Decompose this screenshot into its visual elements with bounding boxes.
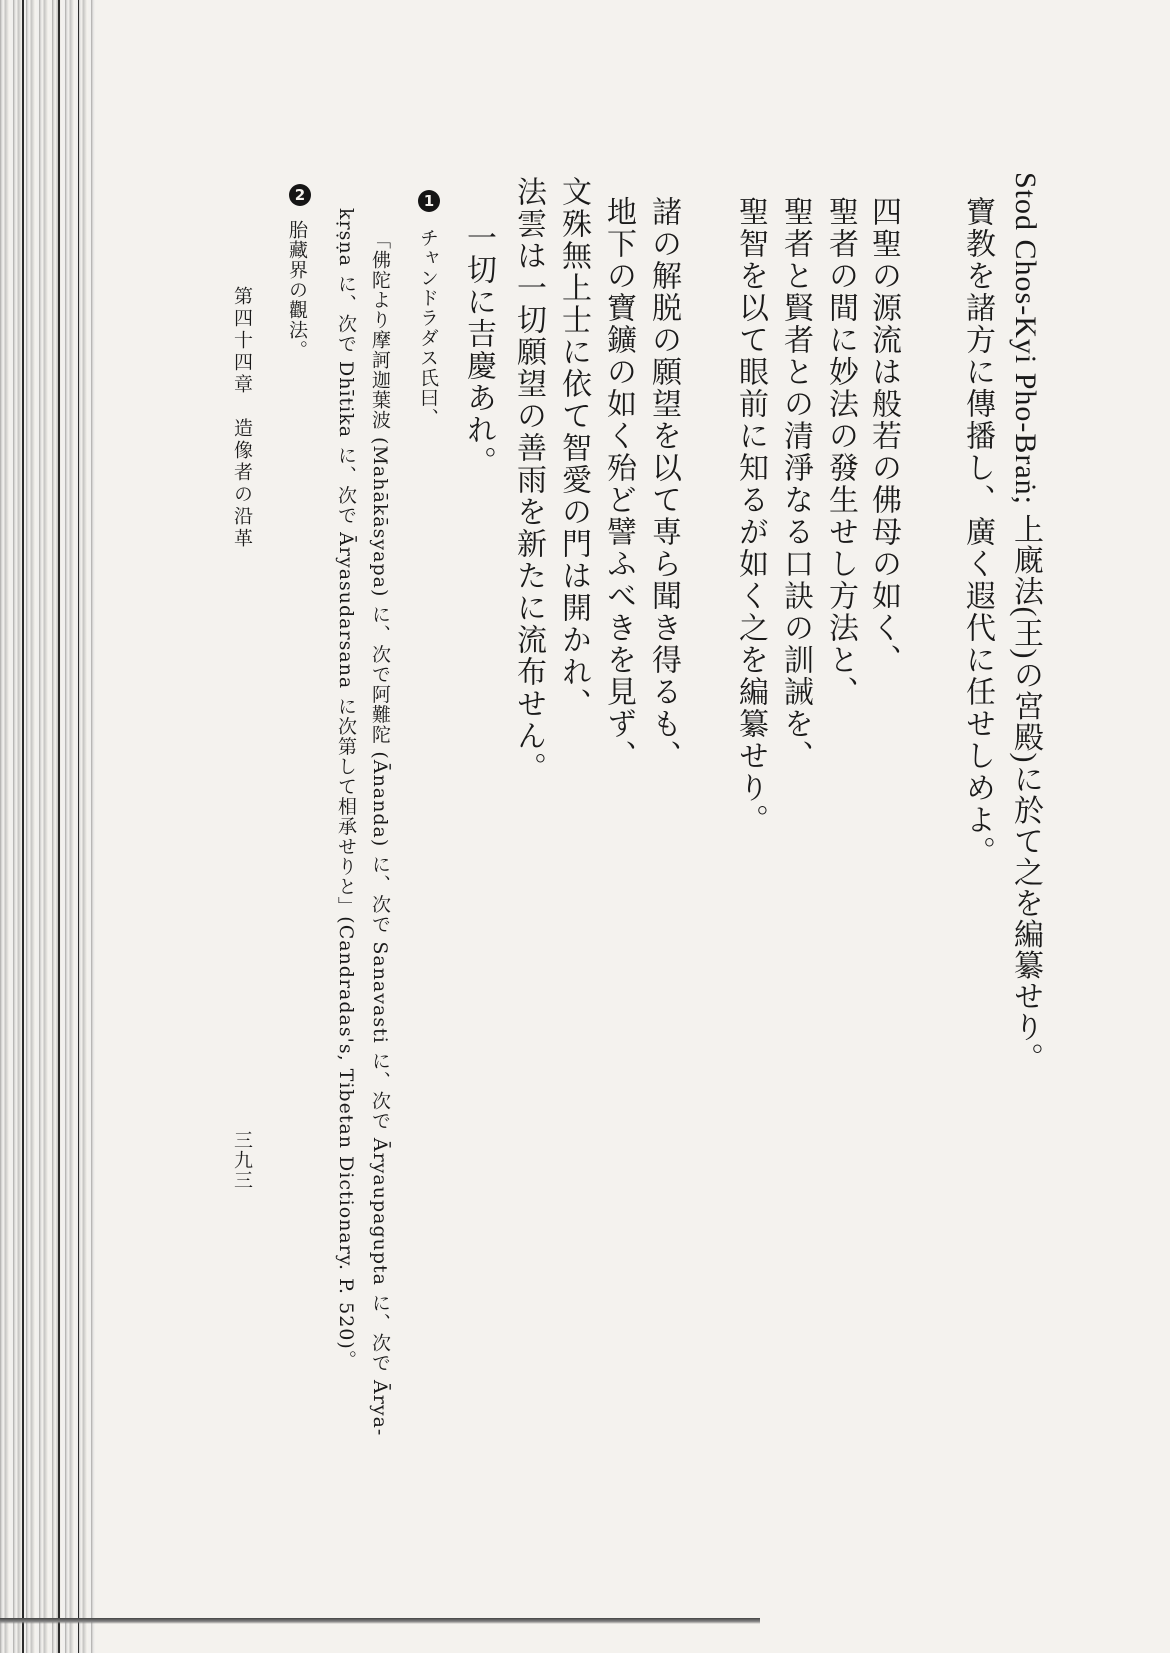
page-number: 三九三 [231,1130,253,1190]
verse-2-line-1: 諸の解脱の願望を以て専ら聞き得るも、 [646,196,681,772]
closing-blessing: 一切に吉慶あれ。 [461,222,496,478]
note-2-marker: 2 [289,184,311,206]
verse-1-line-4: 聖智を以て眼前に知るが如く之を編纂せり。 [733,196,768,836]
running-head: 第四十四章 造像者の沿革 [231,286,253,550]
opening-line-2: 寶教を諸方に傳播し、廣く遐代に任せしめよ。 [960,196,995,868]
opening-line-1: Stod Chos-Kyi Pho-Braṅ; 上廐法(王)の宮殿)に於て之を編纂せり。 [1009,172,1042,1074]
note-2-text: 胎藏界の觀法。 [286,220,308,360]
verse-1-line-3: 聖者と賢者との清淨なる口訣の訓誡を、 [778,196,813,772]
binding-line [22,0,24,1653]
note-1-marker: 1 [418,190,440,212]
binding-line [58,0,60,1653]
verse-1-line-2: 聖者の間に妙法の發生せし方法と、 [823,196,858,708]
verse-2-line-3: 文殊無上士に依て智愛の門は開かれ、 [556,176,591,720]
page-bottom-edge [0,1618,760,1624]
note-1-text-line-1: 「佛陀より摩訶迦葉波 (Mahākāsyapa) に、次で阿難陀 (Ānanda) に、次で Sanavasti に、次で Āryaupagupta に、次で Ārya- [369,230,391,1437]
verse-1-line-1: 四聖の源流は般若の佛母の如く、 [866,196,901,676]
verse-2-line-2: 地下の寶鑛の如く殆ど譬ふべきを見ず、 [601,196,636,772]
verse-2-line-4: 法雲は一切願望の善雨を新たに流布せん。 [511,176,546,784]
note-1-text-line-2: kṛṣṇa に、次で Dhītika に、次で Āryasudarsana に次第して相承せりと」(Candradas's, Tibetan Dictionary. P. 520)。 [335,208,357,1370]
binding-line [78,0,79,1653]
binding-gutter [0,0,95,1653]
note-1-intro: チャンドラダス氏曰、 [417,228,439,428]
